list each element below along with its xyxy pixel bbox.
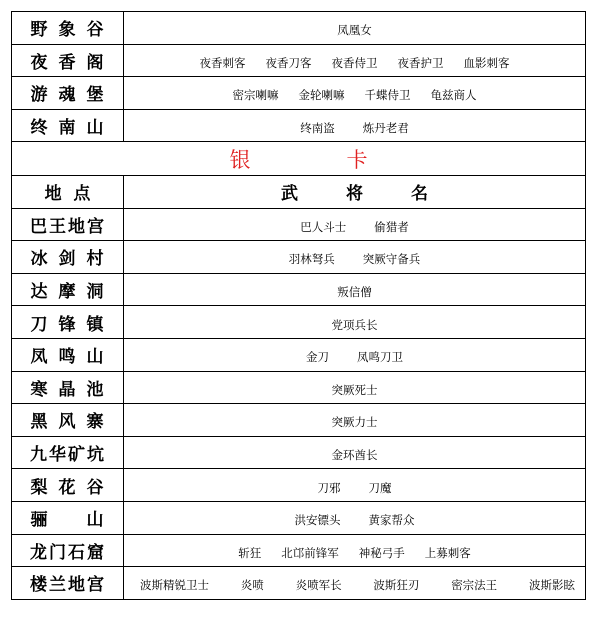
- general-name: 刀魔: [368, 480, 392, 495]
- location-cell: [12, 534, 124, 567]
- location-cell: [12, 109, 124, 142]
- location-cell: [12, 273, 124, 306]
- header-char: 将: [346, 184, 363, 205]
- general-name: 党项兵长: [331, 317, 378, 332]
- location-cell: [12, 501, 124, 534]
- header-char: 名: [411, 184, 428, 205]
- table-row: [12, 241, 586, 274]
- table-row: [12, 371, 586, 404]
- general-name: 炎喷: [240, 578, 264, 593]
- general-name: 密宗法王: [451, 578, 498, 593]
- banner-char-2: 卡: [346, 147, 368, 172]
- location-cell: [12, 12, 124, 45]
- generals-cell: [124, 241, 586, 274]
- general-name: 夜香刀客: [265, 55, 312, 70]
- generals-cell: [124, 469, 586, 502]
- general-name: 凤鸣刀卫: [357, 350, 403, 365]
- location-name: 凤 鸣 山: [30, 347, 105, 368]
- location-name: 黑 风 寨: [30, 412, 105, 433]
- general-name: 洪安镖头: [294, 513, 341, 528]
- general-name: 突厥死士: [331, 382, 378, 397]
- table-row: [12, 404, 586, 437]
- generals-cell: [124, 338, 586, 371]
- location-name: 骊 山: [30, 510, 105, 531]
- general-name: 金刀: [306, 350, 329, 365]
- general-name: 波斯狂刃: [373, 578, 420, 593]
- general-name: 偷猎者: [374, 219, 409, 234]
- general-name: 夜香护卫: [397, 55, 444, 70]
- table-row: [12, 436, 586, 469]
- general-name: 突厥力士: [331, 415, 378, 430]
- location-cell: [12, 208, 124, 241]
- location-cell: [12, 371, 124, 404]
- table-row: [12, 109, 586, 142]
- generals-cell: [124, 44, 586, 77]
- location-column-header: 地 点: [12, 175, 124, 208]
- generals-cell: [124, 534, 586, 567]
- general-name: 密宗喇嘛: [232, 88, 279, 103]
- table-row: [12, 534, 586, 567]
- general-name: 夜香侍卫: [331, 55, 378, 70]
- general-name: 刀邪: [317, 480, 341, 495]
- generals-cell: [124, 567, 586, 600]
- location-name: 夜 香 阁: [30, 52, 105, 73]
- location-cell: [12, 44, 124, 77]
- general-name: 黄家帮众: [368, 513, 415, 528]
- location-cell: [12, 469, 124, 502]
- column-header-row: [12, 175, 586, 208]
- general-name: 突厥守备兵: [362, 252, 421, 267]
- general-name: 龟兹商人: [430, 88, 477, 103]
- location-cell: [12, 436, 124, 469]
- general-name: 凤凰女: [337, 23, 372, 38]
- location-name: 九华矿坑: [30, 445, 105, 466]
- general-name: 金轮喇嘛: [298, 88, 345, 103]
- card-location-table: [11, 11, 586, 600]
- table-row: [12, 77, 586, 110]
- general-name: 千蝶侍卫: [364, 88, 411, 103]
- generals-cell: [124, 306, 586, 339]
- location-name: 刀 锋 镇: [30, 314, 105, 335]
- general-name: 炼丹老君: [362, 121, 409, 136]
- location-name: 野 象 谷: [30, 20, 105, 41]
- location-name: 楼兰地宫: [30, 575, 105, 596]
- table-row: [12, 12, 586, 45]
- general-name: 终南盗: [300, 121, 335, 136]
- general-name: 羽林弩兵: [288, 252, 335, 267]
- generals-cell: [124, 208, 586, 241]
- generals-cell: [124, 77, 586, 110]
- location-cell: [12, 567, 124, 600]
- general-name: 波斯精锐卫士: [140, 578, 209, 593]
- table-row: [12, 208, 586, 241]
- table-row: [12, 44, 586, 77]
- location-name: 冰 剑 村: [30, 249, 105, 270]
- location-cell: [12, 306, 124, 339]
- general-name: 夜香刺客: [199, 55, 246, 70]
- table-row: [12, 469, 586, 502]
- general-name: 斩狂: [238, 545, 262, 560]
- location-name: 梨 花 谷: [30, 477, 105, 498]
- general-name: 上募刺客: [424, 545, 471, 560]
- general-name: 北邙前锋军: [281, 545, 339, 560]
- location-name: 龙门石窟: [30, 542, 105, 563]
- general-name: 血影刺客: [463, 55, 510, 70]
- location-cell: [12, 338, 124, 371]
- table-row: [12, 273, 586, 306]
- general-name: 炎喷军长: [295, 578, 342, 593]
- generals-cell: [124, 404, 586, 437]
- general-name: 叛信僧: [337, 285, 372, 300]
- silver-card-banner-row: [12, 142, 586, 176]
- header-char: 武: [281, 184, 298, 205]
- general-name: 金环酋长: [331, 448, 378, 463]
- location-name: 终 南 山: [30, 118, 105, 139]
- table-row: [12, 567, 586, 600]
- generals-cell: [124, 12, 586, 45]
- table-row: [12, 501, 586, 534]
- silver-card-banner: [12, 142, 586, 176]
- generals-cell: [124, 371, 586, 404]
- general-name: 神秘弓手: [358, 545, 405, 560]
- generals-cell: [124, 501, 586, 534]
- general-name: 波斯影眩: [528, 578, 575, 593]
- location-cell: [12, 404, 124, 437]
- location-cell: [12, 241, 124, 274]
- location-name: 巴王地宫: [30, 216, 105, 237]
- generals-column-header: [124, 175, 586, 208]
- table-row: [12, 306, 586, 339]
- table-row: [12, 338, 586, 371]
- location-name: 游 魂 堡: [30, 85, 105, 106]
- general-name: 巴人斗士: [300, 219, 347, 234]
- generals-cell: [124, 109, 586, 142]
- location-name: 达 摩 洞: [30, 282, 105, 303]
- banner-char-1: 银: [229, 147, 251, 172]
- generals-cell: [124, 436, 586, 469]
- location-cell: [12, 77, 124, 110]
- location-name: 寒 晶 池: [30, 379, 105, 400]
- generals-cell: [124, 273, 586, 306]
